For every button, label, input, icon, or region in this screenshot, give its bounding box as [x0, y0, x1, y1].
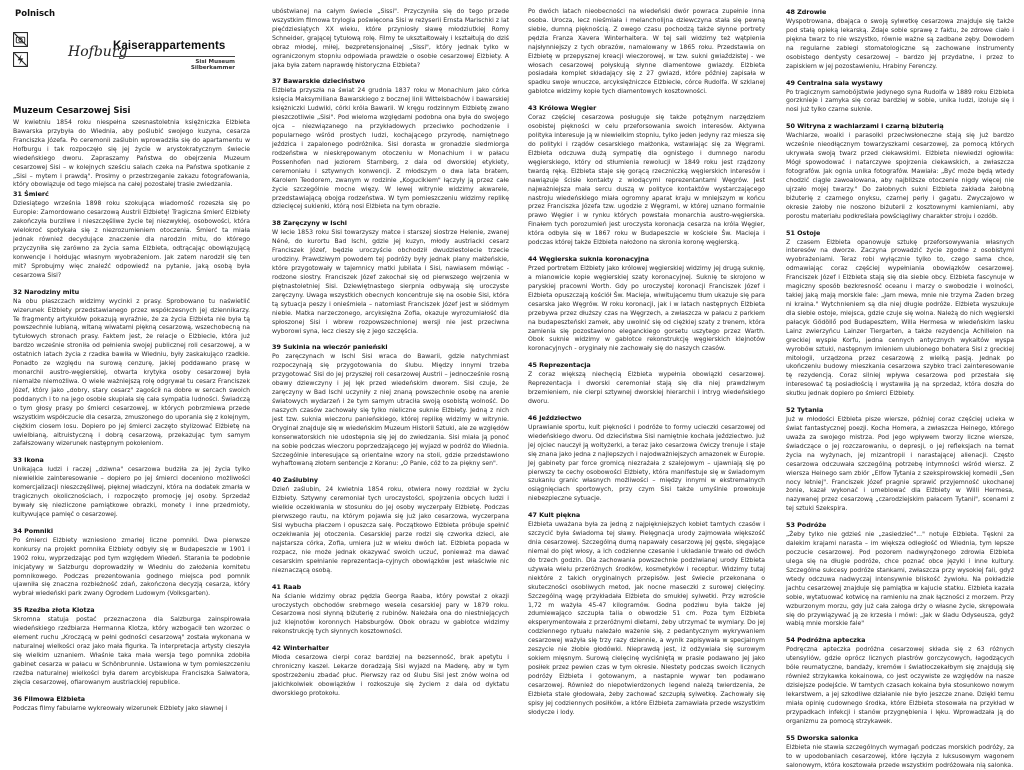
column-2: [272, 8, 509, 720]
section-text: Elżbieta przyszła na świat 24 grudnia 1837 roku w Monachium jako córka księcia Maksymiliana Bawarskiego z bocznej linii Wittelsbachów i bawarskiej księżniczki Ludwiki, córki króla Bawarii. W kręgu rodzinnym Elżbietę zwano pieszczotliwie „Sisi". Pod wieloma względami podobna ona była do swojego ojca – niezwiązanego na przykładowych przeciwko pochodzenie i popularnego wśród prostych ludzi, kochającego przyrodę, namiętnego jeździca i zapalonego podróżnika. Sisi dorasta w gronadzie siedmiorga rodzeństwa w nieskrępowanym otoczeniu w Monachium i w pałacu Possenhofen nad jeziorem Starnberg, z dala od dworskiej etykiety, ceremoniału i sztywnych konwencji. Z młodszym o dwa lata bratem, Karolem Teodorem, zwanym w rodzinie „Kogucikiem" łączyły ją przez całe życie szczególnie mocne więzy. W lewej witrynie widzimy akwarele, przedstawiającą obojga rodzeństwa. W tym pomieszczeniu widzimy replikę dziecięcej sukienki, którą nosi Elżbieta na tym obrazie.: [272, 87, 509, 211]
column-1-sections: [13, 190, 250, 713]
section-heading: 52 Tytania: [786, 406, 824, 415]
section-heading: 32 Narodziny mitu: [13, 287, 80, 296]
section-text: Wachlarze, woalki i parasolki przeciwsłoneczne stają się już bardzo wcześnie nieodłącznym towarzyszkami cesarzowej, za pomocą których ukrywała swoją twarz przed ciekawskimi. Elżbieta niewiedzi ogłowiła: Mógł spowodować i natarczywe spojrzenia ciekawskich, a zwłaszcza fotografów. Jak ognia unika fotografów. Mawiała: „Być może będą wtedy chodzić ciągle zawoalowana, aby najbliższe otoczenie nigdy więcej nie ujrzało mojej twarzy." Do żałobnych sukni Elżbieta zakłada żałobną biżuterię z czarnego onyksu, czarnej perły i gagatu. Zwyczajowo w okresie żałoby nie noszono biżuterii z kosztownymi kamieniami, aby porostu materiału podkreślała powściągliwy charakter stroju i ozdób.: [786, 132, 1014, 220]
section-heading: 47 Kult piękna: [528, 511, 581, 520]
section-text: Młoda cesarzowa cierpi coraz bardziej na bezsenność, brak apetytu i chroniczny kaszel. Lekarze doradzają Sisi wyjazd na Maderę, aby w tym spostrzeżeniu zbadać płuc. Pierwszy raz od ślubu Sisi jest znów wolna od jakichkolwiek obowiązków i rozkoszuje się życiem z dala od dyktatu dworskiego protokołu.: [272, 654, 509, 697]
section-text: Dziesiątego września 1898 roku szokująca wiadomość rozeszła się po Europie: Zamordowano cesarzową Austrii Elżbietę! Tragiczna śmierć Elżbiety zakończyła burzliwe i nieszczęśliwe życie tej niezwykłej, osobowości, która wielokroć spotykała się z niezrozumieniem otoczenia. Śmierć ta miała jednak również decydujące znaczenie dla narodzin mitu, do którego przyczyniła się zarówno za życia sama Elżbieta, odtrącając obowiązującą konwencje i hołdując własnym wyobrażeniom. Jak zatem narodził się ten mit? Sprobujmy więc znaleźć odpowiedź na pytanie, jaką osobą była cesarzowa Sisi?: [13, 200, 250, 279]
section-heading: 40 Zaślubiny: [272, 476, 319, 485]
section-text: Unikająca ludzi i raczej „dziwna" cesarzowa budziła za jej życia tylko niewielkie zainteresowanie – dopiero po jej śmierci doceniono możliwości komercjalizacji nieszczęśliwej, pięknej władczyni, która na dodatek zmarła w tragicznych okolicznościach, i rozpoczęto promocję jej osoby. Sprzedaż bywały się niezliczone pamiątkowe obrazki, monety i inne przedmioty, kultywujące pamięć o cesarzowej.: [13, 466, 250, 518]
no-flash-icon: [13, 52, 28, 67]
section-heading: 38 Zaręczyny w Ischl: [272, 219, 348, 228]
section-text: „Żeby tylko nie gdzieś nie „zasiedzieć"..." notuje Elżbieta. Tęskni za dalekim krajami narasta – im większa odległość od Wiednia, tym lepsze poczucie cesarzowej. Pod pozorem nadwyrężonego zdrowia Elżbieta ulega się na długie podróże, chce poznać obce języki i inne kultury. Szczególne sukcesy podróże stankami, zwłaszcza przy wysokiej fali, gdyż wtedy odczuwa nadwyczaj intensywnie bliskość żywiołu. Na pokładzie jachtu cesarzowej znajduje się pamiątka w kajucie statku. Elżbieta kazała sobie, wytatuować kotwicę na ramieniu na znak łączności z morzem. Przy wzburzonym morzu, gdy już cała załoga drży o własne życie, skrępowała się do przywiązywać ją ze krzesła i mówi: „Jak w śladu Odyseusza, gdyż wabią mnie morskie fale": [786, 531, 1014, 628]
section-heading: 50 Witryna z wachlarzami i czarną biżuterią: [786, 122, 944, 131]
section-heading: 37 Bawarskie dzieciństwo: [272, 77, 365, 86]
section-heading: 39 Sukinia na wieczór panieński: [272, 343, 388, 352]
intro-paragraph: W kwietniu 1854 roku niespełna szesnastoletnia księżniczka Elżbieta Bawarska przybyła do Wiednia, aby poślubić swojego kuzyna, cesarza Franciszka Józefa. Po ceremonii zaślubin wprowadziła się do apartamentu w Hofburgu i tak rozpoczęło się jej życie w arystokratycznym świecie wiedeńskiego dworu. Zapraszamy Państwa do obejrzenia Muzeum cesarzowej Sisi – w kolejnych sześciu salach czeka na Państwa spotkanie z „Sisi – mytem i prawdą". Prosimy o przestrzeganie zakazu fotografowania, który obowiązuje od tego miejsca na całej pozostałej trasie zwiedzania.: [13, 119, 250, 189]
section-heading: 54 Podróżna apteczka: [786, 636, 866, 645]
section-text: Wyspotrowana, dbająca o swoją sylwetkę cesarzowa znajduje się także pod stałą opieką lekarską. Zdaje sobie sprawę z faktu, że zdrowe ciało i piękna twarz to nie wszystko, równie ważne są zadbane zęby. Dowodem na regularne zabiegi stomatologiczne są zachowane instrumenty osobistego dentysty cesarzowej – bardzo jej przydatne, i przez to zapiskiem w jej pozostawieniu, Hrabiny Ferenczy.: [786, 18, 1014, 70]
section-heading: 31 Śmierć: [13, 190, 49, 199]
no-photo-icon: [13, 32, 28, 47]
section-heading: 34 Pomniki: [13, 526, 54, 535]
section-text: Na ścianie widzimy obraz pędzla Georga Raaba, który powstał z okazji uroczystych obchodów srebrnego wesela cesarskiej pary w 1879 roku. Cesarzowa nosi słynną biżuterię z rubinów. Należała ona do niestniejących już klejnotów koronnych Habsburgów. Obok obrazu w gablotce widzimy rekonstrukcję tych słynnych kosztowności.: [272, 592, 509, 636]
language-label: Polnisch: [15, 9, 56, 19]
section-text: Uprawianie sportu, kult piękności i podróże to formy ucieczki cesarzowej od wiedeńskiego dworu. Od dzieciństwa Sisi namiętnie kochała jeździectwo. Już jej ojciec nauczył ją woltyżerki, a teraz jako cesarzowa ćwiczy trenuje i staje się znana jako jedna z najlepszych i najodważniejszych amazonek w Europie. Jej gabinety par force gromicą niezrażała z szalejowym – ujawniają się po pierwszy te cechy osobowości Elżbiety, która manifestuje się w świadomym szukaniu granic własnych możliwości – między innymi w ekstremalnych osiągnięciach sportowych, przy czym Sisi także umyślnie prowokuje niebezpieczne sytuacje.: [528, 423, 765, 503]
section-text: Elżbieta nie stawia szczególnych wymagań podczas morskich podróży, za to w upodobaniach cesarzowej, które łączyła z luksusowym wagonem salonowym, która kosztowała przede wszystkim podróżowała nią salonka.: [786, 743, 1014, 769]
section-text: Podręczna apteczka podróżna cesarzowej składa się z 63 różnych utensyliów, gdzie oprócz licznych plastrów gorczycowych, łagodzących bóle reumatyczne, bandaży, kremów i światłoczekałbym się znajdują się również strzykawka kokainowa, co jest oczywiste ze względów na nasze dzisiejsze podejście. W tamtych czasach kokaina była stosunkowo nowym lekarstwem, a jej szkodliwe działanie nie było jeszcze znane. Dzięki temu miała opinię cudownego środka, które Elżbieta stosowała na przykład w przypadkach infekcji i stanów przygnębienia i lęku. Wprowadzała ją do organizmu za pomocą strzykawek.: [786, 646, 1014, 725]
section-text: Na obu płaszczach widzimy wycinki z prasy. Sprobowano tu naświetlić wizerunek Elżbiety przedstawianego przez współczesnych jej dziennikarzy. Te fragmenty artykułów pokazują wyraźnie, że za życia Elżbieta nie była tą powszechnie lubianą, witaną wiwatami piękną cesarzową, wszechobecną na tytułowych stronach prasy. Faktem jest, że relacje o Elżbiecie, która już bardzo wcześnie stroniła od pełnienia swojej publicznej roli cesarzowej, a w ostatnich latach życia z rzadka bawiła w Wiedniu, były zaskakująco rzadkie. Ponadto ze względu na surową cenzurę, jakiej poddawano prasę w monarchii austro-węgierskiej, otwarta krytyka osoby cesarzowej była niemalże niemożliwa. O wiele ważniejszą rolę odgrywał tu cesarz Franciszek Józef, który jako „dobry, stary cesarz" zagościł na dobre w sercach swoich poddanych i to na jego osobie skupiała się cała sympatia ludności. Świadczą o tym głosy prasy po śmierci cesarzowej, w których pobrzmiewa przede wszystkim współczucie dla cesarza, zmuszonego do uporania się z kolejnym, ciężkim ciosem losu. Dopiero po jej śmierci zaczęto stylizować Elżbietę na uwielbianą, altruistyczną i dobrą cesarzową, przekazując tym samym zafałszowany wizerunek następnym pokoleniom.: [13, 297, 250, 448]
section-text: Skromna statuja postać przeznaczona dla Salzburga zainspirowała wiedeńskiego rzeźbiarza Hermanna Klotza, który wzbogacił ten wzorzec o element ruchu „Kroczącą w pełni godności cesarzową" została wykonana w naturalnej wielkości oraz jako mała figurka. Ta interpretacja artysty cieszyła się wielkim uznaniem. Właśnie taka mała wersja tego pomnika zdobiła gabinet cesarza w pałacu w Schönbrunnie. Ustawiona w tym pomieszczeniu rzeźba naturalnej wielkości była darem arcybiskupa Franciszka Salwatora, zięcia cesarzowej, ofiarowanym austriackiej republice.: [13, 616, 250, 686]
section-heading: 45 Reprezentacja: [528, 361, 591, 370]
section-text: Z coraz większą niechęcią Elżbieta wypełnia obowiązki cesarzowej. Reprezentacja i dworski ceremoniał stają się dla niej prawdziwym brzemieniem, nie cierpi sztywnej dworskiej hierarchii i intryg wiedeńskiego dworu.: [528, 371, 765, 406]
section-heading: 55 Dworska salonka: [786, 733, 859, 742]
header-logo-row: [13, 30, 250, 90]
section-heading: 48 Zdrowie: [786, 8, 827, 16]
logo-title: Kaiserappartements: [113, 40, 226, 52]
column-1: [13, 8, 250, 720]
section-text: Po śmierci Elżbiety wzniesiono zmarłej liczne pomniki. Dwa pierwsze konkursy na projekt pomnika Elżbiety odbyły się w Budapeszcie w 1901 i 1902 roku, wyprzedzając pod tym względem Wiedeń. Starania te podobnie inicjatywy w Salzburgu doprowadziły w Wiedniu do założenia komitetu pomnikowego. Podczas prezentowania godnego miejsca pod pomnik ujawniła się znaczna rozbieżność zdań, zakończona decyzją cesarza, który wybrał wiedeński park zwany Ogrodem Ludowym (Volksgarten).: [13, 536, 250, 598]
section-text: Już w młodości Elżbieta pisze wiersze, później coraz częściej ucieka w świat fantastycznej poezji. Kocha Homera, a zwłaszcza Heinego, którego uważa za swojego mistrza. Pod jego wpływem tworzy liczne wiersze, świadczące o jej rozczarowaniu, o depresji, o jej refleksjach na temat życia na wyżynach, jej mizantropii i narastającej alienacji. Często cesarzowa odczuwała szczególną potrzebę intymności wśród wiersz. Z wiersza Heinego sam zbiór „Elfow Tytania z szekspirowskiej komedii „Sen nocy letniej". Franciszek Józef pragnie sprawić przyjemność ukochanej żonie, kazał wykonać i umeblować dla Elżbiety w Willi Hermesa, nazywanej przez cesarzową „czarodziejskim pałacem Tytanii", scenami z tej sztuki Szekspira.: [786, 416, 1014, 513]
section-text: W lecie 1853 roku Sisi towarzyszy matce i starszej siostrze Helenie, zwanej Néné, do kurortu Bad Ischl, gdzie jej kuzyn, młody austriacki cesarz Franciszek Józef, będzie uroczyście obchodził dwudziestolecie trzecie urodziny. Prawdziwym powodem tej podróży były jednak plany małżeńskie, które przygotowały w tajemnicy matki jubilata i Sisi, nawiasem mówiąc - rodzone siostry. Franciszek Józef zakochał się od pierwszego wejrzenia w piętnastoletniej Sisi. Dziewiętnastego sierpnia odbywają się uroczyste zaręczyny. Uwaga wszystkich obecnych koncentruje się na osobie Sisi, która tą sytuacja peszy i onieśmiela – natomiast Franciszek Józef jest w siódmym niebie. Matka narzeczonego, arcyksiężna Zofia, okazuje wyrozumiałość dla spłoszonej Sisi i wbrew rozpowszechnionej wersji nie jest przeciwna wyborowi syna, lecz cieszy się z jego szczęścia.: [272, 229, 509, 335]
section-heading: 43 Królowa Węgier: [528, 104, 597, 113]
column-3: [528, 8, 765, 720]
section-text: Dzień zaślubin, 24 kwietnia 1854 roku, otwiera nowy rozdział w życiu Elżbiety. Sztywny ceremoniał tych uroczystości, spojrzenia obcych ludzi i wielkie oczekiwania w stosunku do jej osoby wyczerpały Elżbietę. Podczas pierwszego rautu, na którym pojawia się już jako cesarzowa, wyczerpana Sisi wybucha płaczem i opuszcza salę. Początkowo Elżbieta próbuje spełnić oczekiwania jej otoczenia. Cesarskiej parze rodzi się czworka dzieci, ale najstarsza córka, Zofia, umiera już w wieku dwóch lat. Elżbieta popada w rozpacz, nie może jednak okazywać swoich uczuć, ponieważ ma dawać cesarskim spełnianie reprezentacja-cyjnych obowiązków jest właściwie nic nieznaczącą osobą.: [272, 486, 509, 574]
section-text: Po zaręczynach w Ischl Sisi wraca do Bawarii, gdzie natychmiast rozpoczynają się przygotowania do ślubu. Między innymi trzeba przygotować Sisi do jej przyszłej roli cesarzowej Austrii – jednocześnie rosną obawy dziewczyny i jej lęk przed wiedeńskim dworem. Sisi czuje, że zaręczyny w Bad Ischl uczyniły z niej znaną powszechnie osobę na arenie światowych wydarzeń i że tym samym utraciła swoją osobistą wolność. Do naszych czasów zachowały się tylko nieliczne suknie Elżbiety. Jedną z nich jest tzw. suknia wieczoru panieńskiego, której replikę widzimy w witrynie. Oryginał znajduje się w wiedeńskim Muzeum Historii Sztuki, ale ze względów konserwatorskich nie udostępnia się jej do zwiedzania. Sisi miała ją ponoć na sobie podczas wieczoru poprzedzającego jej wyjazd w podróż do Wiednia. Szczególnie interesujące są orientalne wzory na stoli, gdzie przedstawiono wyhaftowaną złotem sentencje z Koranu: „O Panie, cóż to za piękny sen".: [272, 353, 509, 468]
column-3-sections: [528, 8, 765, 718]
section-text: ubóstwianej na całym świecie „Sissi". Przyczyniła się do tego przede wszystkim filmowa trylogia poświęcona Sisi w reżyserii Ernsta Marischki z lat pięćdziesiątych XX wieku, które przyniosły sławę młodziutkiej Romy Schneider, grającej tytułową rolę. Filmy te ukształtowały i kształtują do dziś obraz młodej, miłej, bezpretensjonalnej „Sissi", który jednak tylko w ograniczonym stopniu odpowiada prawdzie o osobie cesarzowej Elżbiety. A jaka była zatem naprawdę historyczna Elżbieta?: [272, 8, 509, 69]
section-heading: 33 Ikona: [13, 456, 44, 465]
section-text: Podczas filmy fabularne wykreowały wizerunek Elżbiety jako sławnej i: [13, 704, 228, 712]
section-heading: 44 Węgierska suknia koronacyjna: [528, 255, 650, 264]
section-heading: 36 Filmowa Elżbieta: [13, 694, 86, 703]
prohibition-icons: [13, 32, 28, 67]
section-text: Po dwóch latach nieobecności na wiedeński dwór powraca zupełnie inna osoba. Urocza, lecz nieśmiała i melancholijna dziewczyna stała się pewną siebie, dumną pięknością. Z owego czasu pochodzą także słynne portrety pędzla Franza Xavera Winterhaltera. W tej sali widzimy też wątpienia najsłynniejszy z tych obrazów, namalowany w 1865 roku. Przedstawia on Elżbietę w przepysznej kreacji wieczorowej, w tzw. sukni gwiaździstej - we włosach cesarzowej połyskują słynne diamentowe gwiazdy. Elżbieta posiadała komplet składający się z 27 gwiazd, które później zapisała w spadku swoje wnuczce, arcyksiężniczce Elżbiecie, córce Rudolfa. W szklanej gablotce widzimy kopie tych diamentowych kosztowności.: [528, 8, 765, 96]
document-title: Muzeum Cesarzowej Sisi: [13, 106, 131, 116]
logo-line-1: Sisi Museum: [195, 59, 235, 65]
logo-script: Hofburg: [68, 44, 128, 60]
section-heading: 42 Winterhalter: [272, 644, 330, 653]
section-heading: 51 Ostoje: [786, 228, 821, 237]
column-4-sections: [786, 8, 1014, 770]
section-text: Po tragicznym samobójstwie jedynego syna Rudolfa w 1889 roku Elżbieta gorzknieje i zamyka się coraz bardziej w sobie, unika ludzi, izoluje się i nosi już tylko czarne suknie.: [786, 88, 1014, 114]
section-heading: 46 Jeździectwo: [528, 413, 582, 422]
section-heading: 41 Raab: [272, 582, 302, 591]
section-heading: 35 Rzeźba złota Klotza: [13, 606, 95, 615]
section-text: Elżbieta uważana była za jedną z najpiękniejszych kobiet tamtych czasów i szczycić była świadoma tej sławy. Pielęgnacja urody zajmowała większość dnia cesarzowej. Szczególną dumą napawały cesarzową jej gęste, sięgające niemal do pięt włosy, a ich codzienne czesanie i układanie trwało od dwóch do trzech godzin. Dla zachowania powszechnie podziwianej urody Elżbieta używała wielu przeróżnych środków, kosmetyków i receptur. Widzimy tutaj niektóre z takich oryginalnych przepisów. Jest świecie przekonana o skuteczności osobliwych metod, jak nocne maseczki z surowej cielęciny. Szczególną wagę przykładała Elżbieta do smukłej sylwetki. Przy wzroście 1,72 m ważyła 45-47 kilogramów. Godna podziwu była także jej zdumiewająco szczupła talia o obwodzie 51 cm. Poza tym Elżbieta eksperymentowała z przeróżnymi dietami, żeby utrzymać te wymiary. Do jej codziennego rytuału należało ważenie się, z pedantycznym wykrywaniem cesarzowej ważyła się trzy razy dziennie, a wynik zapisywała w specjalnym zeszycie nie żłobie głodówki. Nieprawdą jest, iż odżywiała się surowym sokiem mięsnym. Surową cielęcinę wyciśniętą w prasie podawano jej jako posiłek przez pewien czas w tym okresie. Niestety podczas swoich licznych podróży Elżbieta i gotowanym, a nastapnie wywar ten podawano cesarzowej. Również do niepotwierdzonych legend należą twierdzenia, że Elżbieta stale głodowała, żeby zachować szczupłą sylwetkę. Zachowały się spisy jej codziennych posiłków, a które Elżbieta zamawiała przede wszystkim słodycze i lody.: [528, 521, 765, 716]
column-4: [786, 8, 1014, 769]
section-heading: 49 Centralna sala wystawy: [786, 78, 883, 87]
section-text: Coraz częściej cesarzowa posługuje się także potężnym narzędziem osobistej piękności w celu przeforsowania swoich interesów. Aktywna polityka interesuje ją w niewielkim stopniu, tylko jeden jedyny raz miesza się do polityki i rządów cesarskiego małżonka, wstawiając się za Węgrami. Elżbieta odczuwa dużą sympatię dla ognistego i dumnego narodu węgierskiego, który od stłumienia rewolucji w 1849 roku jest rządzony twardą ręką. Elżbieta staje się gorącą rzeczniczką węgierskich interesów i nawiązuje ścisłe kontakty z wiodącymi reprezentantami Węgrów. Jest najważniejsza mała sercu duszą w polityce kontaktów wystarczającego nastroju wiedeńskiego miała ogromny aparat kraju w mniejszym w końcu przez Franciszka Józefa tzw. ugodzie z Węgrami, w której uznano formalnie prawo Węgier i w rynku których powstała monarchia austro-węgierska. Finałem tych porozumień jest uroczysta koronacja cesarza na króla Węgier, która odbyła się w 1867 roku w Budapeszcie w kościele Św. Macieja i podczas której także Elżbieta nałożono na skronia koronę węgierską.: [528, 114, 765, 247]
section-text: Z czasem Elżbieta opanowuje sztukę przeforsowywania własnych interesów na dworze. Zaczyna prowadzić życie zgodne z osobistymi wyobrażeniami. Teraz robi wyłącznie tylko to, czego sama chce, odmawiając coraz częściej wypełniania obowiązków cesarzowej. Franciszek Józef i Elżbieta stają się dla siebie obcy. Elżbieta fascynuje w magiczny sposób bezkresność oceanu i marzy o swobodzie i wolności, takiej jaką mają morskie fale: „Jam mewa, mnie nie trzyma Żaden brzeg ni kraina." Wytchnieniem są dla niej długie podróże. Elżbieta wyszukuje dla siebie ostoje, miejsca, gdzie czuje się wolna. Należą do nich węgierski pałacyk Gödöllő pod Budapesztem, Willa Hermesa w wiedeńskim lasku Lainz zwierzyńcu Lainzer Tiergarten, a także rezydencja Achilleion na greckiej wyspie Korfu, jedna cennych antycznych wykaltów wyspa wyrobów sztuki, następnym imieniem ulubionego bohatera Sisi z greckiej mitologii, urządzona przez cesarzową z wielką pasją. Jednak po ukończeniu budowy mieszkania cesarzowa szybko traci zainteresowanie tę rezydencją. Coraz silniej wpływa cesarzowa pod przestała się interesować tą posiadłością i wystawiła ją na sprzedaż, która doszła do skutku jednak dopiero po śmierci Elżbiety.: [786, 238, 1014, 398]
section-text: Przed portretem Elżbiety jako królowej węgierskiej widzimy jej drugą suknię, a mianowicie kopie węgierskiej szaty koronacyjnej. Suknię te skrojono w paryskiej pracowni Worth. Gdy po uroczystej koronacji Franciszek Józef i Elżbieta opuszczają kościół Św. Macieja, wiwitującemu tłum ukazuje się para cesarska jako Węgrów. W roku koronacji, jak i w latach następnych Elżbieta przebywa przez dłuższy czas na Węgrzech, a zwłaszcza w pałacu z parkiem na budapeszteński zamek, aby uwolnić się od ciężkiej szaty z trenem, która zamienia się pozostawiono eleganckiego gorsetu uszytego przez Warth. Obok suknie widzimy w gablotce rekonstrukcję węgierskich klejnotów koronacyjnych - oryginały nie zachowały się do naszych czasów.: [528, 265, 765, 353]
logo-line-2: Silberkammer: [190, 65, 235, 71]
section-heading: 53 Podróże: [786, 521, 827, 530]
column-2-sections: [272, 8, 509, 699]
logo-rule: [113, 56, 235, 57]
